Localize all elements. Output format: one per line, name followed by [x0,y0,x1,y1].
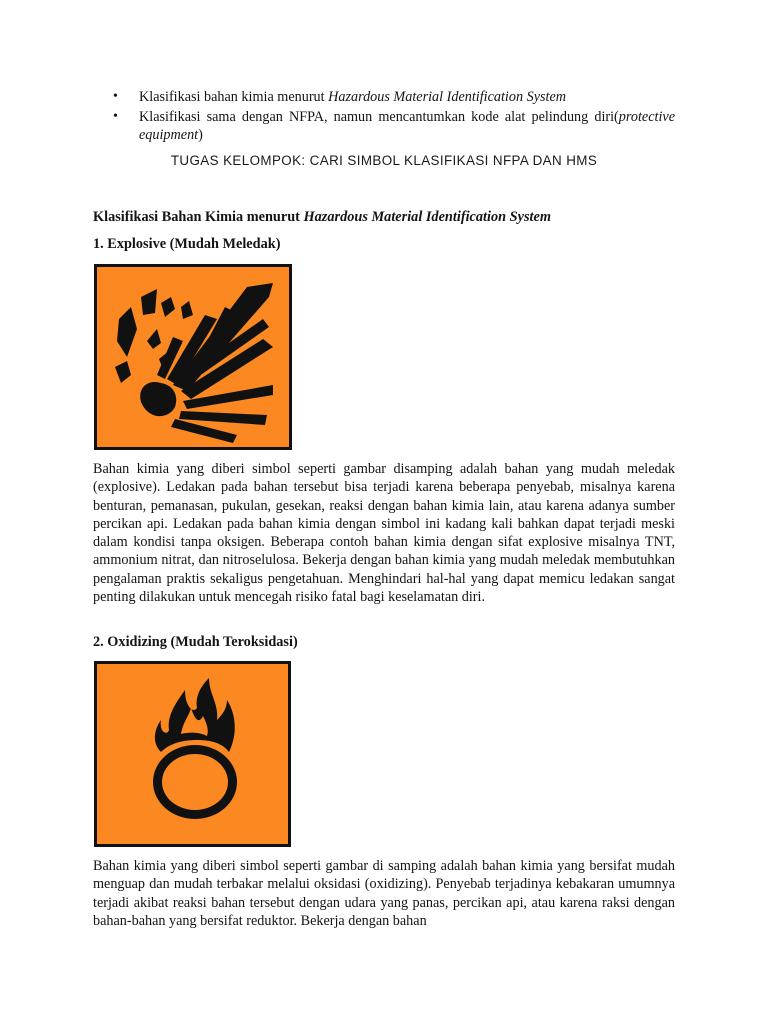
explosive-heading: 1. Explosive (Mudah Meledak) [93,236,281,252]
bullet-list [93,88,675,146]
flame-over-circle-icon [94,661,291,847]
oxidizing-heading: 2. Oxidizing (Mudah Teroksidasi) [93,634,298,650]
explosion-graphic [97,267,289,447]
bullet-item-hmis: • Klasifikasi bahan kimia menurut Hazardous Material Identification System [93,88,675,106]
oxidizing-paragraph: Bahan kimia yang diberi simbol seperti gambar di samping adalah bahan kimia yang bersifat mudah menguap dan mudah terbakar melalui oksidasi (oxidizing). Penyebab terjadinya kebakaran umumnya terjadi akibat reaksi bahan tersebut dengan udara yang panas, percikan api, atau karena raksi dengan bahan-bahan yang bersifat reduktor. Bekerja dengan bahan [93,858,675,929]
section-heading: Klasifikasi Bahan Kimia menurut Hazardous Material Identification System [93,209,551,225]
task-title: TUGAS KELOMPOK: CARI SIMBOL KLASIFIKASI NFPA DAN HMS [170,153,598,168]
bullet-item-nfpa: • Klasifikasi sama dengan NFPA, namun mencantumkan kode alat pelindung diri(protective equipment) [93,108,675,144]
explosion-symbol-icon [94,264,292,450]
explosive-paragraph: Bahan kimia yang diberi simbol seperti gambar disamping adalah bahan yang mudah meledak (explosive). Ledakan pada bahan tersebut bisa terjadi karena beberapa penyebab, misalnya karena benturan, pemanasan, pukulan, gesekan, reaksi dengan bahan kimia lain, atau karena adanya sumber percikan api. Ledakan pada bahan kimia dengan simbol ini kadang kali bahkan dapat terjadi meski dalam kondisi tanpa oksigen. Beberapa contoh bahan kimia dengan sifat explosive misalnya TNT, ammonium nitrat, dan nitroselulosa. Bekerja dengan bahan kimia yang mudah meledak membutuhkan pengalaman praktis sekaligus pengetahuan. Menghindari hal-hal yang dapat memicu ledakan sangat penting dilakukan untuk mencegah risiko fatal bagi keselamatan diri. [93,461,675,606]
oxidizer-graphic [97,664,288,844]
